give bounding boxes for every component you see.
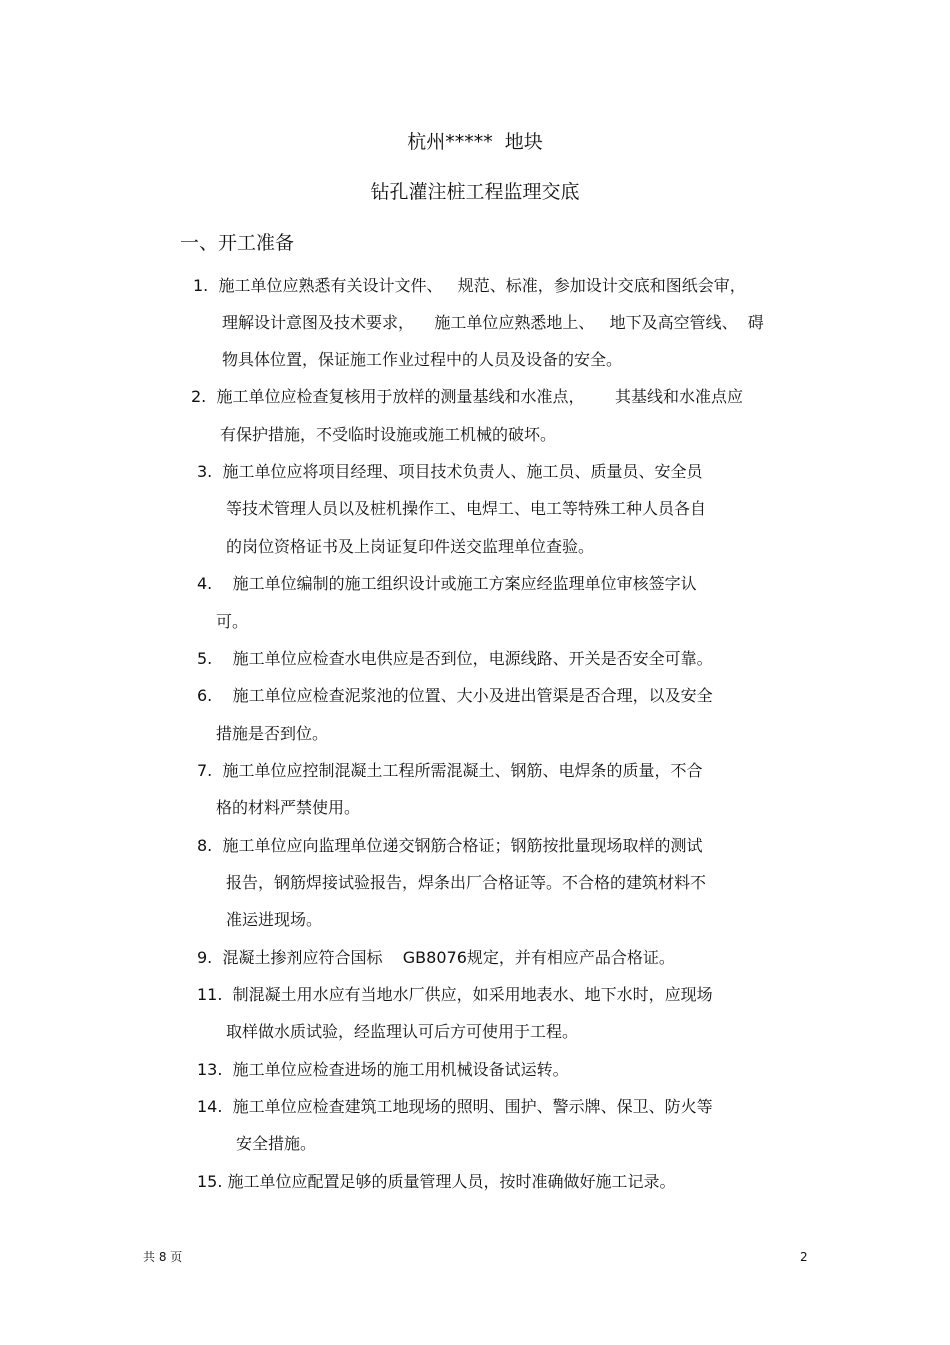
item-line: 报告，钢筋焊接试验报告，焊条出厂合格证等。不合格的建筑材料不 (226, 873, 707, 892)
item-line: 1. 施工单位应熟悉有关设计文件、 规范、标准，参加设计交底和图纸会审， (193, 276, 746, 295)
total-pages-label: 共 8 页 (143, 1250, 183, 1264)
document-title: 杭州***** 地块 (407, 131, 543, 153)
item-line: 安全措施。 (236, 1134, 317, 1153)
item-line: 措施是否到位。 (216, 724, 329, 743)
item-line: 3. 施工单位应将项目经理、项目技术负责人、施工员、质量员、安全员 (197, 462, 703, 481)
item-line: 13. 施工单位应检查进场的施工用机械设备试运转。 (197, 1060, 569, 1079)
item-line: 准运进现场。 (226, 910, 323, 929)
item-line: 的岗位资格证书及上岗证复印件送交监理单位查验。 (226, 537, 595, 556)
item-line: 7. 施工单位应控制混凝土工程所需混凝土、钢筋、电焊条的质量，不合 (197, 761, 703, 780)
item-line: 2. 施工单位应检查复核用于放样的测量基线和水准点， 其基线和水准点应 (191, 387, 743, 406)
page-number: 2 (800, 1250, 808, 1264)
document-subtitle: 钻孔灌注桩工程监理交底 (370, 181, 580, 203)
item-line: 等技术管理人员以及桩机操作工、电焊工、电工等特殊工种人员各自 (226, 499, 707, 518)
item-line: 15. 施工单位应配置足够的质量管理人员，按时准确做好施工记录。 (197, 1172, 676, 1191)
item-line: 有保护措施，不受临时设施或施工机械的破坏。 (220, 425, 557, 444)
item-line: 理解设计意图及技术要求， 施工单位应熟悉地上、 地下及高空管线、 碍 (222, 313, 764, 332)
item-line: 9. 混凝土掺剂应符合国标 GB8076规定，并有相应产品合格证。 (197, 948, 675, 967)
item-line: 5. 施工单位应检查水电供应是否到位，电源线路、开关是否安全可靠。 (197, 649, 713, 668)
item-line: 物具体位置，保证施工作业过程中的人员及设备的安全。 (222, 350, 623, 369)
item-line: 取样做水质试验，经监理认可后方可使用于工程。 (226, 1022, 579, 1041)
item-line: 可。 (216, 612, 249, 631)
item-line: 格的材料严禁使用。 (216, 798, 361, 817)
item-line: 11. 制混凝土用水应有当地水厂供应，如采用地表水、地下水时，应现场 (197, 985, 713, 1004)
item-line: 14. 施工单位应检查建筑工地现场的照明、围护、警示牌、保卫、防火等 (197, 1097, 713, 1116)
section-heading: 一、开工准备 (180, 232, 295, 254)
item-line: 4. 施工单位编制的施工组织设计或施工方案应经监理单位审核签字认 (197, 574, 697, 593)
item-line: 8. 施工单位应向监理单位递交钢筋合格证；钢筋按批量现场取样的测试 (197, 836, 703, 855)
item-line: 6. 施工单位应检查泥浆池的位置、大小及进出管渠是否合理，以及安全 (197, 686, 713, 705)
